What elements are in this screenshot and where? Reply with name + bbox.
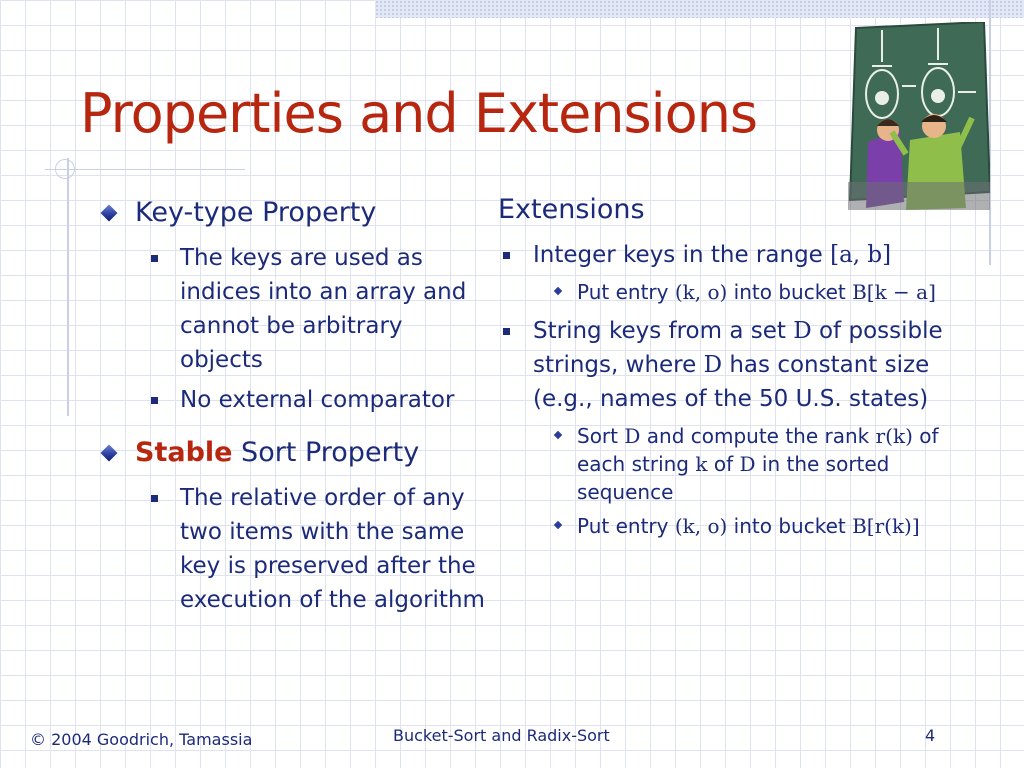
ext1-sub1-mid: into bucket bbox=[727, 280, 853, 304]
key-type-point-1: The keys are used as indices into an array and cannot be arbitrary objects bbox=[180, 245, 467, 373]
title-circle-ornament bbox=[55, 159, 75, 179]
ext2-sub1-p4: of bbox=[707, 452, 740, 476]
ext1-sub1-pre: Put entry bbox=[577, 280, 675, 304]
key-type-property bbox=[100, 195, 485, 231]
stable-sort-property-label: Sort Property bbox=[232, 437, 420, 468]
stable-point-1: The relative order of any two items with the same key is preserved after the execution of the algorithm bbox=[180, 485, 485, 613]
stable-emphasis: Stable bbox=[135, 437, 233, 468]
right-column bbox=[498, 192, 978, 540]
ext2-sub1-p3: of each string bbox=[577, 424, 939, 476]
diamond-bullet-icon bbox=[101, 445, 118, 462]
small-diamond-bullet-icon bbox=[554, 287, 562, 295]
list-item bbox=[100, 241, 485, 377]
ext2-sub1-m1: D bbox=[624, 424, 641, 448]
key-type-property-label: Key-type Property bbox=[135, 197, 377, 228]
ext2-sub2-math1: (k, o) bbox=[674, 514, 728, 538]
diamond-bullet-icon bbox=[101, 205, 118, 222]
list-item bbox=[100, 481, 485, 617]
square-bullet-icon bbox=[151, 255, 158, 262]
footer-copyright: © 2004 Goodrich, Tamassia bbox=[30, 730, 253, 749]
ext2-sub1-m3: k bbox=[695, 452, 708, 476]
ext2-sub1-p5: in the sorted sequence bbox=[577, 452, 890, 504]
key-type-point-2: No external comparator bbox=[180, 387, 455, 413]
list-item bbox=[451, 422, 978, 506]
ext2-math1: D bbox=[793, 318, 812, 344]
page-number: 4 bbox=[925, 726, 936, 745]
ext1-sub1-math1: (k, o) bbox=[674, 280, 728, 304]
small-diamond-bullet-icon bbox=[554, 431, 562, 439]
ext2-sub2-mid: into bucket bbox=[727, 514, 853, 538]
slide-title: Properties and Extensions bbox=[80, 82, 758, 145]
ext2-sub1-m4: D bbox=[739, 452, 756, 476]
footer-title: Bucket-Sort and Radix-Sort bbox=[393, 726, 610, 745]
extensions-heading: Extensions bbox=[498, 194, 645, 225]
list-item bbox=[100, 383, 485, 417]
left-column bbox=[100, 195, 485, 617]
ext2-text2: of possible strings, where bbox=[533, 318, 943, 378]
ext2-sub2-math2: B[r(k)] bbox=[852, 514, 920, 538]
ext1-range-math: [a, b] bbox=[830, 242, 892, 268]
ext2-text1: String keys from a set bbox=[533, 318, 794, 344]
list-item bbox=[451, 278, 978, 306]
list-item bbox=[451, 314, 978, 416]
ext2-sub1-p1: Sort bbox=[577, 424, 625, 448]
stable-sort-property bbox=[100, 435, 485, 471]
square-bullet-icon bbox=[503, 328, 510, 335]
square-bullet-icon bbox=[151, 397, 158, 404]
scientists-clipart bbox=[848, 22, 990, 210]
ext2-text3: has constant size (e.g., names of the 50 U.S. states) bbox=[533, 352, 930, 412]
list-item bbox=[451, 238, 978, 272]
ext2-sub1-p2: and compute the rank bbox=[640, 424, 876, 448]
top-decorative-band bbox=[375, 0, 1024, 18]
list-item bbox=[451, 512, 978, 540]
ext1-text: Integer keys in the range bbox=[533, 242, 831, 268]
ext2-sub2-pre: Put entry bbox=[577, 514, 675, 538]
ext2-math2: D bbox=[703, 352, 723, 378]
square-bullet-icon bbox=[503, 252, 510, 259]
small-diamond-bullet-icon bbox=[554, 521, 562, 529]
square-bullet-icon bbox=[151, 495, 158, 502]
title-underline bbox=[45, 169, 245, 170]
ext1-sub1-math2: B[k − a] bbox=[852, 280, 936, 304]
ext2-sub1-m2: r(k) bbox=[875, 424, 913, 448]
left-decorative-line bbox=[67, 158, 69, 416]
